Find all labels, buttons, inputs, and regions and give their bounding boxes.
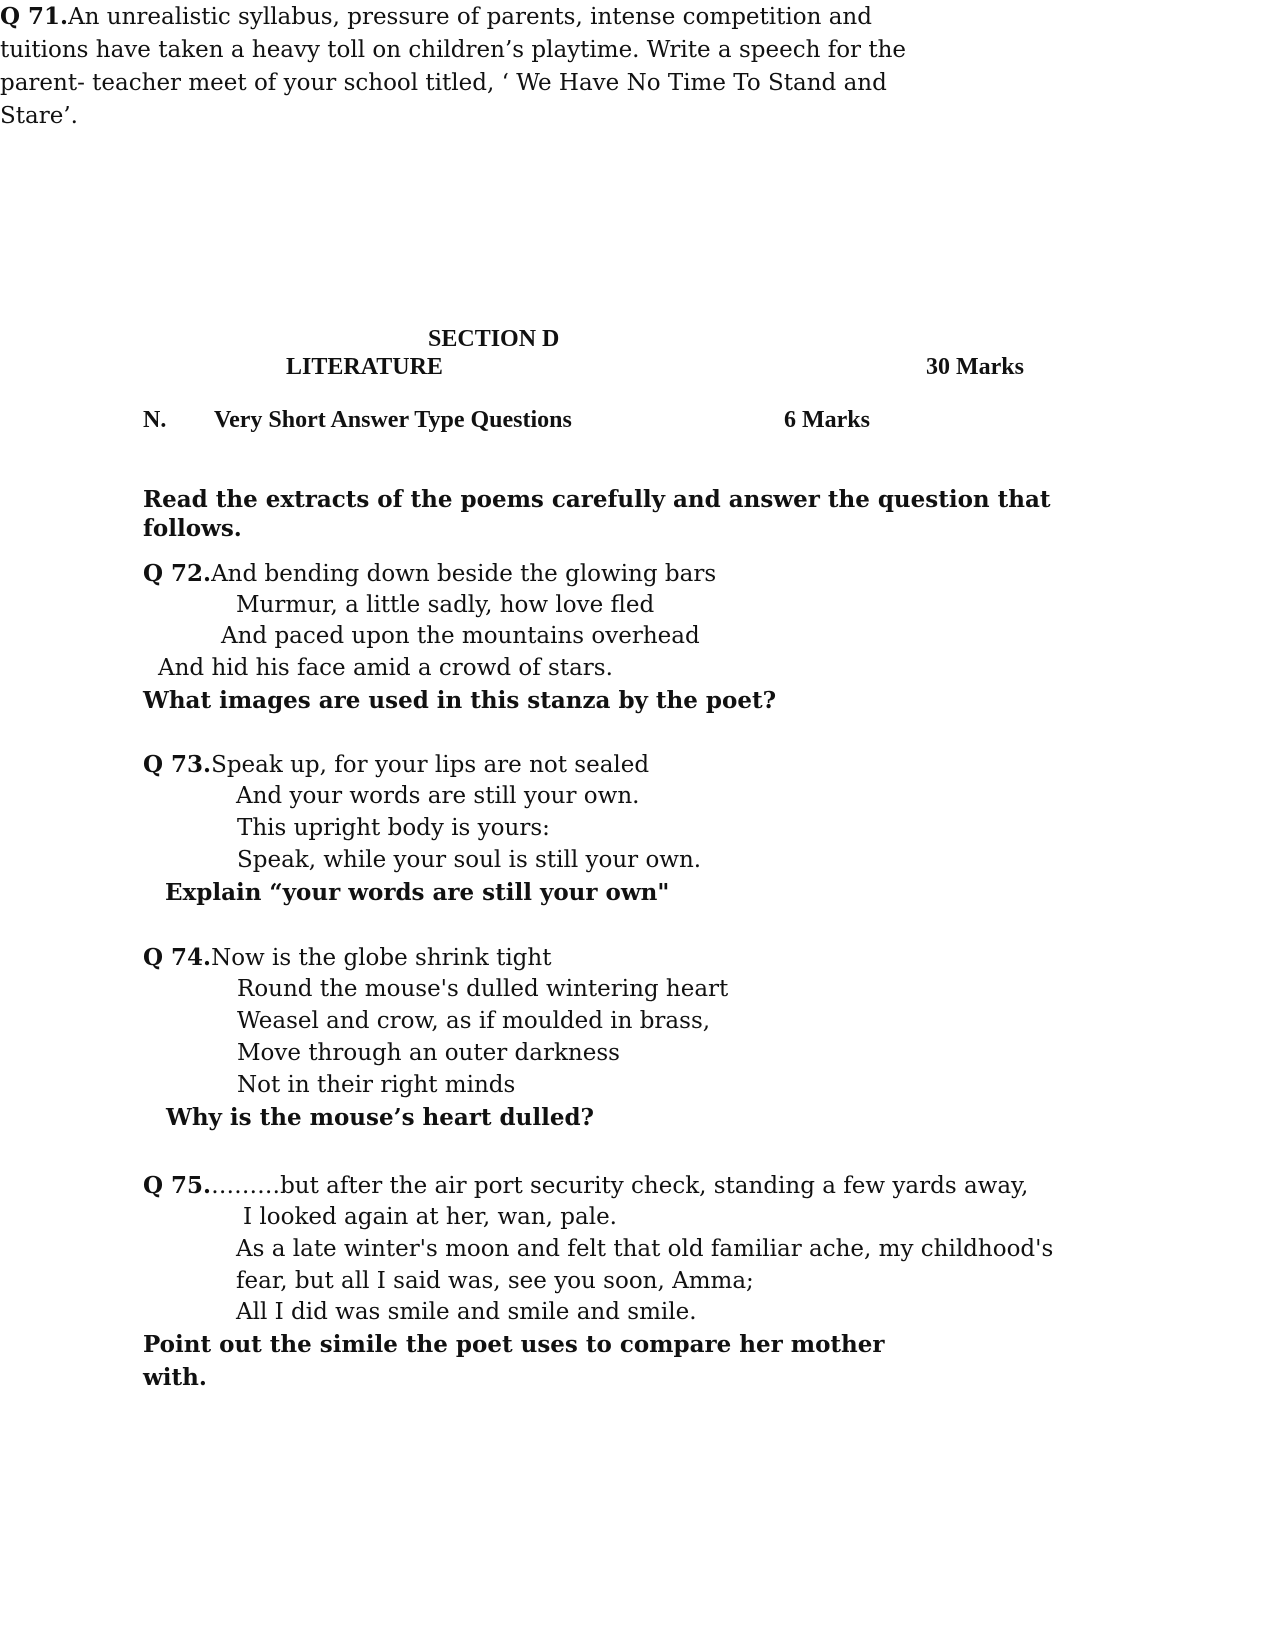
q74-text: Now is the globe shrink tight [211, 945, 552, 971]
instruction-line: follows. [143, 515, 242, 542]
part-letter: N. [143, 407, 167, 433]
q71-line: Stare’. [0, 103, 78, 129]
part-marks: 6 Marks [784, 407, 870, 433]
q74-number: Q 74. [143, 944, 212, 971]
q71-line [0, 0, 960, 34]
part-label: Very Short Answer Type Questions [214, 407, 572, 433]
q71-text: An unrealistic syllabus, pressure of parents, intense competition and [68, 4, 872, 30]
q75-line: I looked again at her, wan, pale. [243, 1204, 617, 1230]
q73-first-line [143, 748, 649, 782]
q74-line: Weasel and crow, as if moulded in brass, [237, 1008, 711, 1034]
q72-question: What images are used in this stanza by the poet? [143, 687, 777, 714]
q71-line: tuitions have taken a heavy toll on children’s playtime. Write a speech for the [0, 37, 907, 63]
q73-line: Speak, while your soul is still your own. [237, 847, 702, 873]
q72-text: And bending down beside the glowing bars [211, 561, 717, 587]
q71-line: parent- teacher meet of your school titled, ‘ We Have No Time To Stand and [0, 70, 887, 96]
instruction-line: Read the extracts of the poems carefully and answer the question that [143, 486, 1051, 513]
q74-question: Why is the mouse’s heart dulled? [166, 1104, 595, 1131]
q72-line: Murmur, a little sadly, how love fled [236, 592, 655, 618]
q74-line: Round the mouse's dulled wintering heart [237, 976, 729, 1002]
q75-number: Q 75. [143, 1172, 212, 1199]
question-71 [0, 0, 960, 133]
q72-first-line [143, 557, 716, 591]
q75-first-line [143, 1169, 1028, 1203]
q73-line: And your words are still your own. [236, 783, 640, 809]
q75-text: ………but after the air port security check, standing a few yards away, [211, 1173, 1029, 1199]
q72-line: And hid his face amid a crowd of stars. [158, 655, 613, 681]
q73-text: Speak up, for your lips are not sealed [211, 752, 650, 778]
q71-number: Q 71. [0, 3, 69, 30]
q75-line: fear, but all I said was, see you soon, Amma; [236, 1268, 754, 1294]
q75-line: As a late winter's moon and felt that old familiar ache, my childhood's [236, 1236, 1054, 1262]
q74-line: Move through an outer darkness [237, 1040, 620, 1066]
q72-number: Q 72. [143, 560, 212, 587]
section-title: SECTION D [428, 326, 560, 352]
q75-question-line: with. [143, 1364, 207, 1391]
q73-line: This upright body is yours: [237, 815, 550, 841]
q75-question [143, 1328, 885, 1394]
q74-line: Not in their right minds [237, 1072, 516, 1098]
q72-line: And paced upon the mountains overhead [221, 623, 700, 649]
section-subtitle: LITERATURE [286, 354, 443, 380]
q75-question-line: Point out the simile the poet uses to compare her mother [143, 1331, 885, 1358]
section-marks: 30 Marks [926, 354, 1024, 380]
q75-line: All I did was smile and smile and smile. [236, 1299, 697, 1325]
q73-question: Explain “your words are still your own" [165, 879, 670, 906]
q73-number: Q 73. [143, 751, 212, 778]
instruction [143, 485, 1051, 543]
q74-first-line [143, 941, 551, 975]
